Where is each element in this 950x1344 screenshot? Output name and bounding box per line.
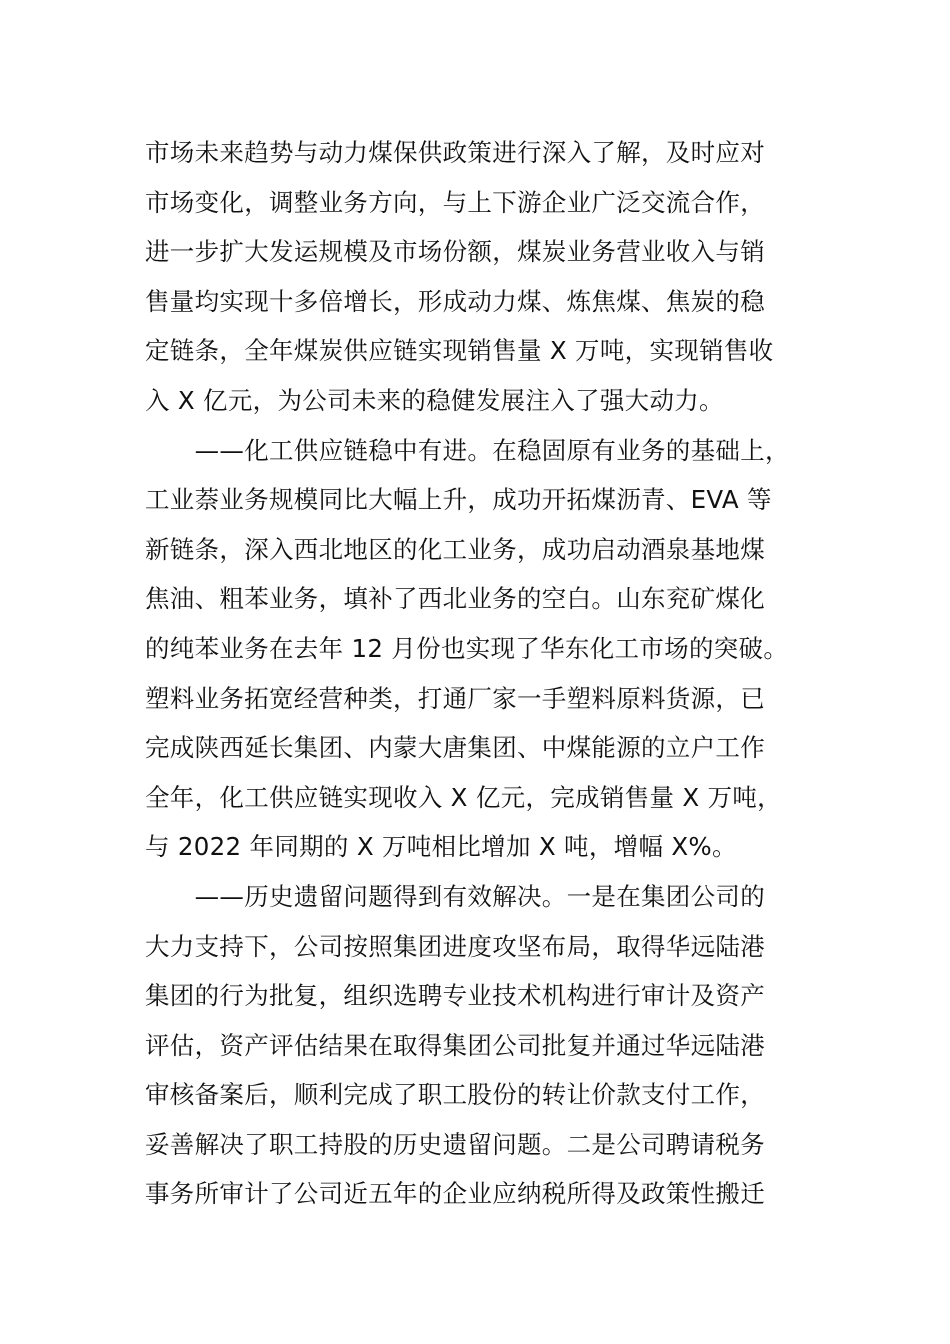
text-line: 市场变化，调整业务方向，与上下游企业广泛交流合作， xyxy=(145,187,765,217)
text-line: 事务所审计了公司近五年的企业应纳税所得及政策性搬迁 xyxy=(145,1179,765,1209)
text-line: 焦油、粗苯业务，填补了西北业务的空白。山东兖矿煤化 xyxy=(145,584,765,614)
text-line: 进一步扩大发运规模及市场份额，煤炭业务营业收入与销 xyxy=(145,237,765,267)
text-line: 大力支持下，公司按照集团进度攻坚布局，取得华远陆港 xyxy=(145,931,765,961)
section-heading-line: ——历史遗留问题得到有效解决。一是在集团公司的 xyxy=(145,881,765,911)
text-line: 妥善解决了职工持股的历史遗留问题。二是公司聘请税务 xyxy=(145,1129,765,1159)
text-line: 售量均实现十多倍增长，形成动力煤、炼焦煤、焦炭的稳 xyxy=(145,286,765,316)
text-line: 塑料业务拓宽经营种类，打通厂家一手塑料原料货源，已 xyxy=(145,683,765,713)
text-line: 定链条，全年煤炭供应链实现销售量 X 万吨，实现销售收 xyxy=(145,336,774,366)
section-heading-line: ——化工供应链稳中有进。在稳固原有业务的基础上， xyxy=(145,435,790,465)
text-line: 入 X 亿元，为公司未来的稳健发展注入了强大动力。 xyxy=(145,385,724,415)
text-line: 工业萘业务规模同比大幅上升，成功开拓煤沥青、EVA 等 xyxy=(145,485,772,515)
text-line: 评估，资产评估结果在取得集团公司批复并通过华远陆港 xyxy=(145,1030,765,1060)
text-line: 的纯苯业务在去年 12 月份也实现了华东化工市场的突破。 xyxy=(145,633,789,663)
text-line: 全年，化工供应链实现收入 X 亿元，完成销售量 X 万吨， xyxy=(145,782,782,812)
text-line: 新链条，深入西北地区的化工业务，成功启动酒泉基地煤 xyxy=(145,534,765,564)
text-line: 完成陕西延长集团、内蒙大唐集团、中煤能源的立户工作 xyxy=(145,733,765,763)
body-text xyxy=(145,128,825,1219)
text-line: 市场未来趋势与动力煤保供政策进行深入了解，及时应对 xyxy=(145,138,765,167)
text-line: 与 2022 年同期的 X 万吨相比增加 X 吨，增幅 X%。 xyxy=(145,832,737,862)
text-line: 审核备案后，顺利完成了职工股份的转让价款支付工作， xyxy=(145,1080,765,1110)
text-line: 集团的行为批复，组织选聘专业技术机构进行审计及资产 xyxy=(145,981,765,1011)
